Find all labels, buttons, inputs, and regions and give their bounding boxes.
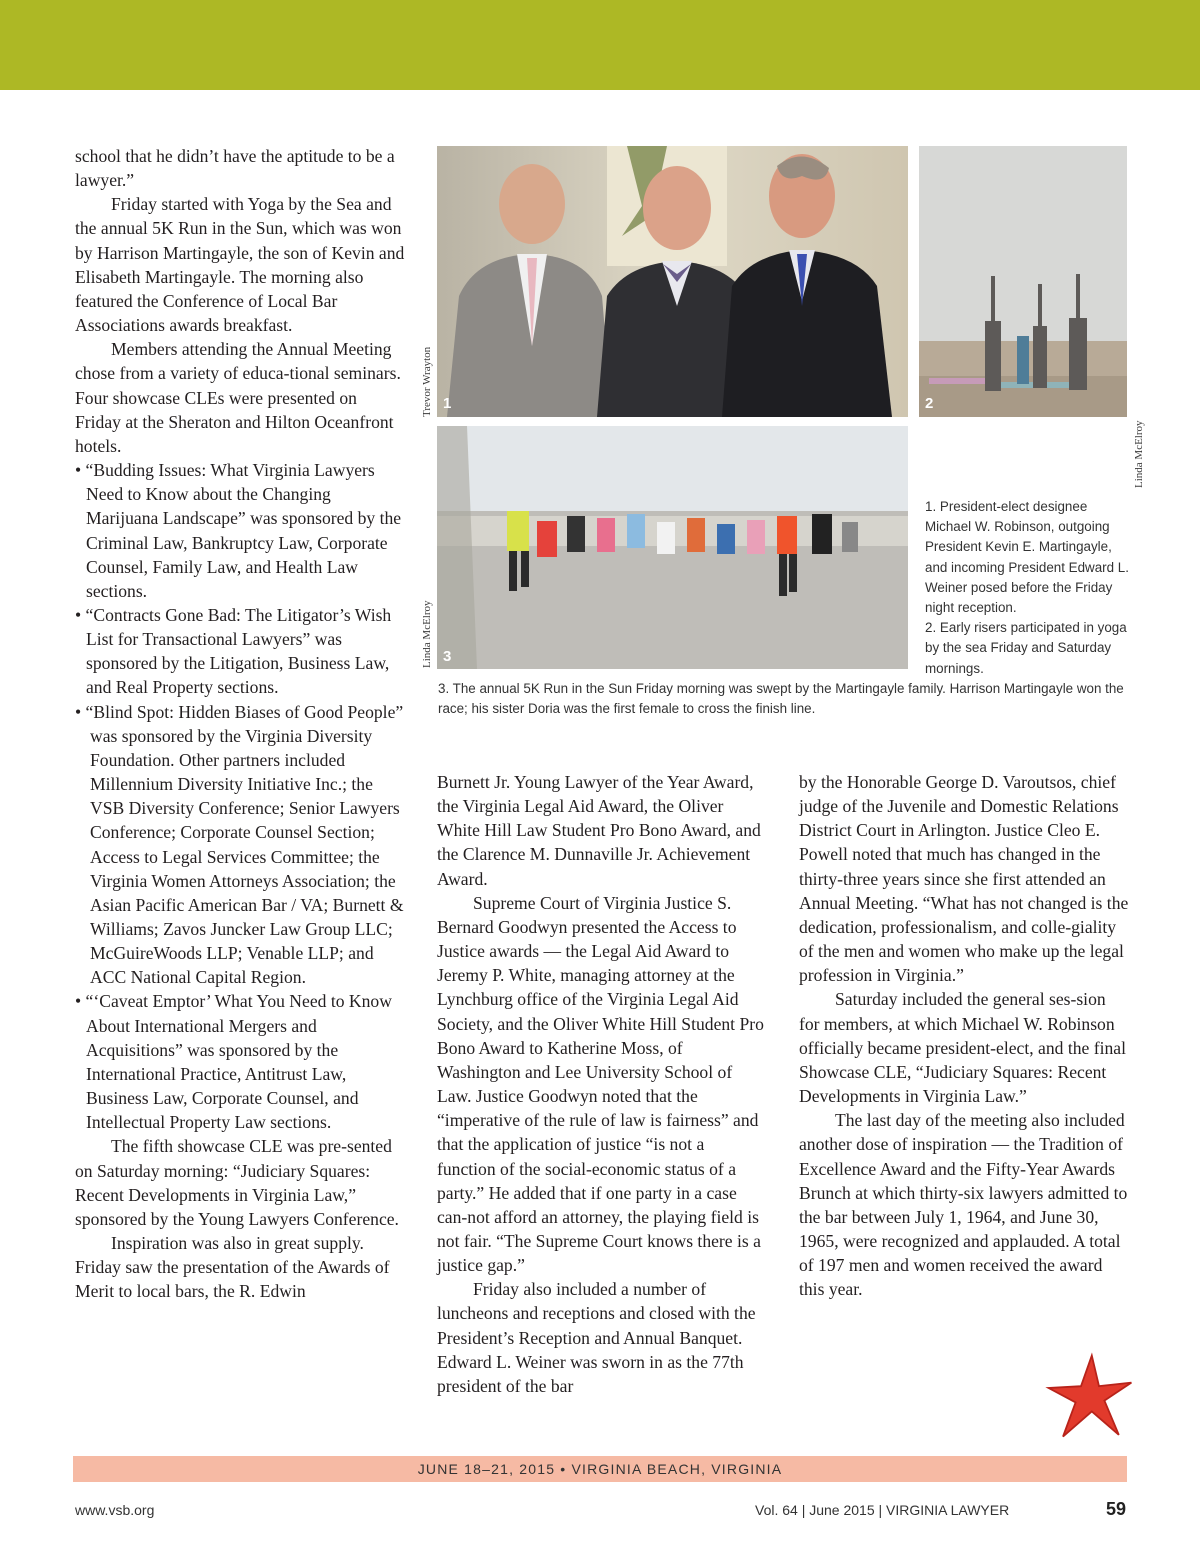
page-number: 59 bbox=[1106, 1499, 1127, 1519]
paragraph: Saturday included the general ses-sion for members, at which Michael W. Robinson officially became president-elect, and the final Showcase CLE, “Judiciary Squares: Recent Developments in Virginia Law.” bbox=[799, 989, 1126, 1107]
starfish-icon bbox=[1045, 1352, 1135, 1442]
caption-3: 3. The annual 5K Run in the Sun Friday morning was swept by the Martingayle family. Harrison Martingayle won the race; his sister Doria was the first female to cross the finish line. bbox=[438, 681, 1124, 717]
photo-3-5k-run bbox=[437, 426, 908, 669]
caption-1: 1. President-elect designee Michael W. Robinson, outgoing President Kevin E. Martingayle, and incoming President Edward L. Weiner posed before the Friday night reception. bbox=[925, 499, 1129, 616]
photo-3-number: 3 bbox=[443, 648, 452, 665]
paragraph: The last day of the meeting also included another dose of inspiration — the Tradition of Excellence Award and the Fifty-Year Awards Brunch at which thirty-six lawyers admitted to the bar between July 1, 1964, and June 30, 1965, were recognized and applauded. A total of 197 men and women received the award this year. bbox=[799, 1110, 1128, 1300]
paragraph: Members attending the Annual Meeting chose from a variety of educa-tional seminars. Four showcase CLEs were presented on Friday at the Sheraton and Hilton Oceanfront hotels. bbox=[75, 339, 401, 456]
paragraph: by the Honorable George D. Varoutsos, chief judge of the Juvenile and Domestic Relations District Court in Arlington. Justice Cleo E. Powell noted that much has changed in the thirty-three years since she first attended an Annual Meeting. “What has not changed is the dedication, professionalism, and colle-giality of the men and women who make up the legal profession in Virginia.” bbox=[799, 772, 1129, 986]
paragraph: Burnett Jr. Young Lawyer of the Year Award, the Virginia Legal Aid Award, the Oliver White Hill Law Student Pro Bono Award, and the Clarence M. Dunnaville Jr. Achievement Award. bbox=[437, 772, 761, 889]
top-color-band bbox=[0, 0, 1200, 90]
captions-1-2 bbox=[925, 497, 1130, 679]
paragraph: • “Contracts Gone Bad: The Litigator’s Wish List for Transactional Lawyers” was sponsored by the Litigation, Business Law, and Real Property sections. bbox=[75, 604, 392, 698]
article-column-2 bbox=[437, 770, 767, 1398]
paragraph: • “Budding Issues: What Virginia Lawyers Need to Know about the Changing Marijuana Landscape” was sponsored by the Criminal Law, Bankruptcy Law, Corporate Counsel, Family Law, and Health Law sections. bbox=[75, 460, 402, 601]
photo-2-credit: Linda McElroy bbox=[1133, 420, 1145, 488]
article-column-3 bbox=[799, 770, 1129, 1301]
photo-1-officers bbox=[437, 146, 908, 417]
photo-2-number: 2 bbox=[925, 395, 934, 412]
paragraph: Inspiration was also in great supply. Friday saw the presentation of the Awards of Merit to local bars, the R. Edwin bbox=[75, 1233, 390, 1302]
photo-1-number: 1 bbox=[443, 395, 452, 412]
photo-1-image bbox=[437, 146, 908, 417]
paragraph: • “‘Caveat Emptor’ What You Need to Know About International Mergers and Acquisitions” was sponsored by the International Practice, Antitrust Law, Business Law, Corporate Counsel, and Intellectual Property Law sections. bbox=[75, 991, 392, 1133]
photo-2-image bbox=[919, 146, 1127, 417]
paragraph: Friday also included a number of luncheons and receptions and closed with the President’s Reception and Annual Banquet. Edward L. Weiner was sworn in as the 77th president of the bar bbox=[437, 1279, 756, 1396]
caption-2: 2. Early risers participated in yoga by the sea Friday and Saturday mornings. bbox=[925, 620, 1127, 676]
paragraph: The fifth showcase CLE was pre-sented on Saturday morning: “Judiciary Squares: Recent Developments in Virginia Law,” sponsored by the Young Lawyers Conference. bbox=[75, 1136, 399, 1229]
article-column-1 bbox=[75, 144, 405, 1304]
footer-url: www.vsb.org bbox=[75, 1502, 155, 1518]
paragraph: • “Blind Spot: Hidden Biases of Good People” was sponsored by the Virginia Diversity Foundation. Other partners included Millennium Diversity Initiative Inc.; the VSB Diversity Conference; Senior Lawyers Conference; Corporate Counsel Section; Access to Legal Services Committee; the Virginia Women Attorneys Association; the Asian Pacific American Bar / VA; Burnett & Williams; Zavos Juncker Law Group LLC; McGuireWoods LLP; Venable LLP; and ACC National Capital Region. bbox=[75, 701, 404, 988]
photo-3-credit: Linda McElroy bbox=[421, 600, 433, 668]
photo-1-credit: Trevor Wrayton bbox=[421, 346, 433, 417]
photo-3-image bbox=[437, 426, 908, 669]
footer-volume: Vol. 64 | June 2015 | VIRGINIA LAWYER bbox=[755, 1502, 1010, 1518]
paragraph: Friday started with Yoga by the Sea and the annual 5K Run in the Sun, which was won by Harrison Martingayle, the son of Kevin and Elisabeth Martingayle. The morning also featured the Conference of Local Bar Associations awards breakfast. bbox=[75, 194, 405, 336]
event-banner: JUNE 18–21, 2015 • VIRGINIA BEACH, VIRGINIA bbox=[73, 1456, 1127, 1482]
paragraph: Supreme Court of Virginia Justice S. Bernard Goodwyn presented the Access to Justice awards — the Legal Aid Award to Jeremy P. White, managing attorney at the Lynchburg office of the Virginia Legal Aid Society, and the Oliver White Hill Student Pro Bono Award to Katherine Moss, of Washington and Lee University School of Law. Justice Goodwyn noted that the “imperative of the rule of law is fairness” and that the application of justice “is not a function of the social-economic status of a party.” He added that if one party in a case can-not afford an attorney, the playing field is not fair. “The Supreme Court knows there is a justice gap.” bbox=[437, 892, 764, 1276]
photo-2-yoga bbox=[919, 146, 1127, 417]
paragraph: school that he didn’t have the aptitude to be a lawyer.” bbox=[75, 146, 395, 191]
